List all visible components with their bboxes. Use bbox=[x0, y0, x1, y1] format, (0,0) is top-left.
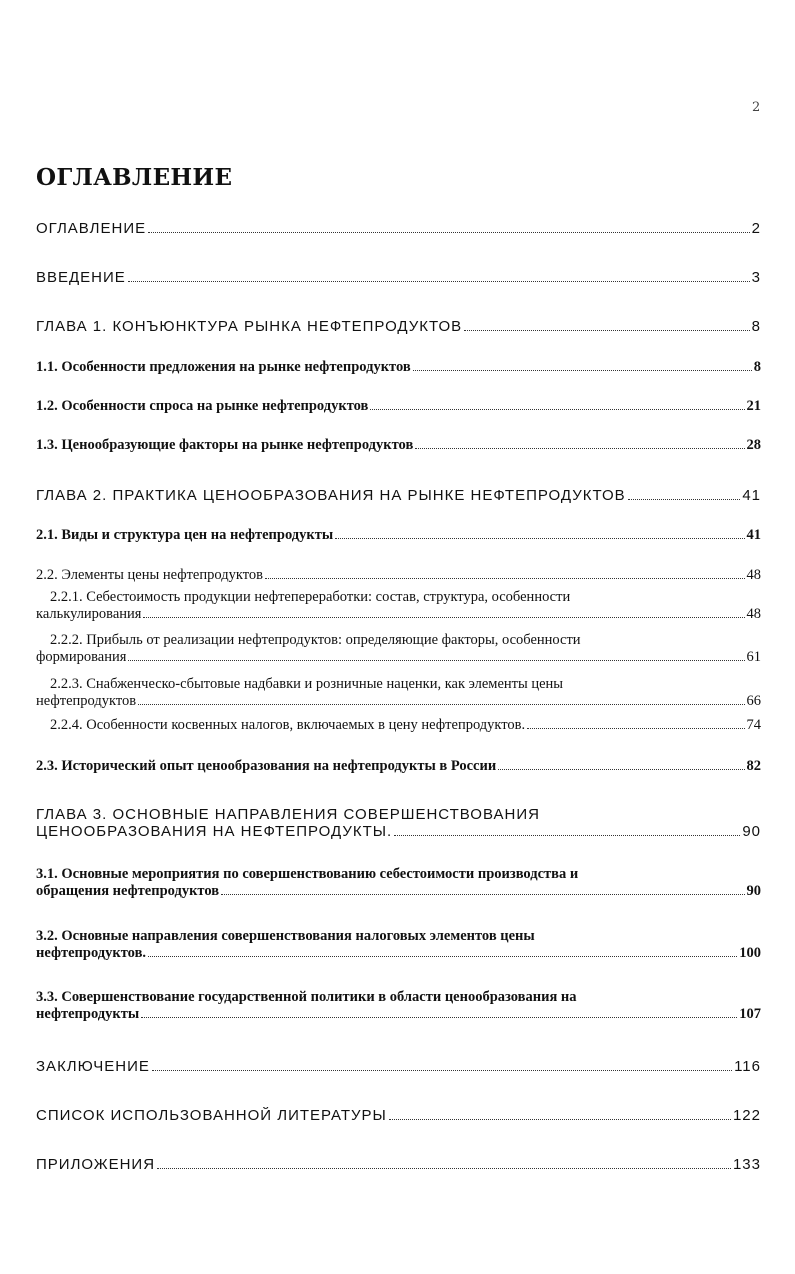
toc-entry-title-cont: обращения нефтепродуктов bbox=[36, 883, 220, 899]
toc-entry-section-1-2[interactable] bbox=[36, 398, 761, 415]
toc-entry-page: 48 bbox=[746, 606, 761, 622]
dot-leader bbox=[152, 1070, 732, 1071]
toc-entry-page: 2 bbox=[751, 220, 761, 237]
dot-leader bbox=[221, 894, 744, 895]
toc-entry-page: 48 bbox=[746, 567, 761, 583]
toc-entry-section-2-2-2[interactable] bbox=[36, 632, 761, 666]
toc-entry-page: 122 bbox=[732, 1107, 761, 1124]
dot-leader bbox=[628, 499, 741, 500]
toc-entry-page: 90 bbox=[742, 823, 761, 840]
toc-entry-title: 2.2.3. Снабженческо-сбытовые надбавки и розничные наценки, как элементы цены bbox=[50, 676, 564, 692]
toc-entry-page: 66 bbox=[746, 693, 761, 709]
toc-entry-title: ВВЕДЕНИЕ bbox=[36, 269, 126, 286]
toc-entry-title: СПИСОК ИСПОЛЬЗОВАННОЙ ЛИТЕРАТУРЫ bbox=[36, 1107, 387, 1124]
toc-entry-title: ГЛАВА 2. ПРАКТИКА ЦЕНООБРАЗОВАНИЯ НА РЫНКЕ НЕФТЕПРОДУКТОВ bbox=[36, 487, 626, 504]
toc-entry-page: 8 bbox=[753, 359, 761, 375]
toc-entry-title: 2.2.4. Особенности косвенных налогов, включаемых в цену нефтепродуктов. bbox=[50, 717, 526, 733]
toc-entry-section-2-2[interactable] bbox=[36, 567, 761, 584]
toc-entry-title: 2.2.2. Прибыль от реализации нефтепродуктов: определяющие факторы, особенности bbox=[50, 632, 581, 648]
toc-entry-page: 100 bbox=[739, 945, 761, 961]
toc-entry-title: 3.1. Основные мероприятия по совершенствованию себестоимости производства и bbox=[36, 866, 579, 882]
dot-leader bbox=[335, 538, 744, 539]
toc-entry-title: 1.2. Особенности спроса на рынке нефтепродуктов bbox=[36, 398, 369, 414]
toc-entry-page: 41 bbox=[742, 487, 761, 504]
toc-entry-page: 41 bbox=[746, 527, 761, 543]
page-number: 2 bbox=[752, 100, 761, 115]
toc-entry-title-cont: калькулирования bbox=[36, 606, 142, 622]
toc-entry-section-3-1[interactable] bbox=[36, 866, 761, 900]
dot-leader bbox=[148, 232, 750, 233]
toc-entry-title: 2.1. Виды и структура цен на нефтепродукты bbox=[36, 527, 334, 543]
toc-entry-conclusion[interactable] bbox=[36, 1058, 761, 1075]
toc-entry-title-cont: нефтепродуктов bbox=[36, 693, 137, 709]
toc-entry-section-2-2-1[interactable] bbox=[36, 589, 761, 623]
toc-entry-page: 3 bbox=[751, 269, 761, 286]
toc-entry-section-1-1[interactable] bbox=[36, 359, 761, 376]
dot-leader bbox=[464, 330, 749, 331]
dot-leader bbox=[138, 704, 744, 705]
toc-entry-title: ПРИЛОЖЕНИЯ bbox=[36, 1156, 156, 1173]
page-title: ОГЛАВЛЕНИЕ bbox=[36, 164, 233, 191]
toc-entry-section-2-2-3[interactable] bbox=[36, 676, 761, 710]
toc-entry-title: 3.3. Совершенствование государственной политики в области ценообразования на bbox=[36, 989, 577, 1005]
toc-entry-title-cont: ЦЕНООБРАЗОВАНИЯ НА НЕФТЕПРОДУКТЫ. bbox=[36, 823, 393, 840]
toc-entry-page: 82 bbox=[746, 758, 761, 774]
toc-entry-title: 1.1. Особенности предложения на рынке нефтепродуктов bbox=[36, 359, 411, 375]
toc-entry-title-cont: формирования bbox=[36, 649, 127, 665]
toc-entry-contents[interactable] bbox=[36, 220, 761, 237]
toc-entry-page: 116 bbox=[734, 1058, 761, 1075]
dot-leader bbox=[415, 448, 744, 449]
toc-entry-section-2-3[interactable] bbox=[36, 758, 761, 775]
toc-entry-section-3-3[interactable] bbox=[36, 989, 761, 1023]
toc-entry-title: ГЛАВА 3. ОСНОВНЫЕ НАПРАВЛЕНИЯ СОВЕРШЕНСТВОВАНИЯ bbox=[36, 806, 540, 823]
toc-entry-title-cont: нефтепродукты bbox=[36, 1006, 140, 1022]
dot-leader bbox=[265, 578, 745, 579]
toc-entry-chapter-2[interactable] bbox=[36, 487, 761, 504]
toc-entry-section-2-1[interactable] bbox=[36, 527, 761, 544]
toc-entry-title-cont: нефтепродуктов. bbox=[36, 945, 147, 961]
dot-leader bbox=[394, 835, 740, 836]
toc-entry-title: 2.2.1. Себестоимость продукции нефтепереработки: состав, структура, особенности bbox=[50, 589, 571, 605]
toc-entry-page: 8 bbox=[751, 318, 761, 335]
toc-entry-page: 21 bbox=[746, 398, 761, 414]
toc-entry-section-1-3[interactable] bbox=[36, 437, 761, 454]
toc-entry-title: ЗАКЛЮЧЕНИЕ bbox=[36, 1058, 150, 1075]
toc-entry-chapter-1[interactable] bbox=[36, 318, 761, 335]
toc-entry-section-2-2-4[interactable] bbox=[50, 717, 761, 734]
toc-entry-title: ГЛАВА 1. КОНЪЮНКТУРА РЫНКА НЕФТЕПРОДУКТОВ bbox=[36, 318, 463, 335]
toc-entry-title: 3.2. Основные направления совершенствования налоговых элементов цены bbox=[36, 928, 535, 944]
toc-entry-introduction[interactable] bbox=[36, 269, 761, 286]
dot-leader bbox=[498, 769, 744, 770]
toc-entry-page: 74 bbox=[746, 717, 761, 733]
toc-entry-bibliography[interactable] bbox=[36, 1107, 761, 1124]
dot-leader bbox=[389, 1119, 731, 1120]
dot-leader bbox=[370, 409, 744, 410]
dot-leader bbox=[141, 1017, 737, 1018]
toc-entry-chapter-3[interactable] bbox=[36, 806, 761, 840]
dot-leader bbox=[128, 660, 744, 661]
toc-entry-page: 133 bbox=[732, 1156, 761, 1173]
toc-entry-title: 2.3. Исторический опыт ценообразования на нефтепродукты в России bbox=[36, 758, 497, 774]
toc-entry-page: 107 bbox=[739, 1006, 761, 1022]
toc-entry-section-3-2[interactable] bbox=[36, 928, 761, 962]
toc-entry-page: 90 bbox=[746, 883, 761, 899]
toc-entry-title: ОГЛАВЛЕНИЕ bbox=[36, 220, 147, 237]
dot-leader bbox=[527, 728, 744, 729]
dot-leader bbox=[157, 1168, 731, 1169]
dot-leader bbox=[128, 281, 750, 282]
dot-leader bbox=[143, 617, 744, 618]
toc-entry-appendices[interactable] bbox=[36, 1156, 761, 1173]
toc-entry-title: 1.3. Ценообразующие факторы на рынке нефтепродуктов bbox=[36, 437, 414, 453]
toc-entry-page: 61 bbox=[746, 649, 761, 665]
dot-leader bbox=[413, 370, 752, 371]
toc-entry-page: 28 bbox=[746, 437, 761, 453]
toc-entry-title: 2.2. Элементы цены нефтепродуктов bbox=[36, 567, 263, 583]
dot-leader bbox=[148, 956, 737, 957]
